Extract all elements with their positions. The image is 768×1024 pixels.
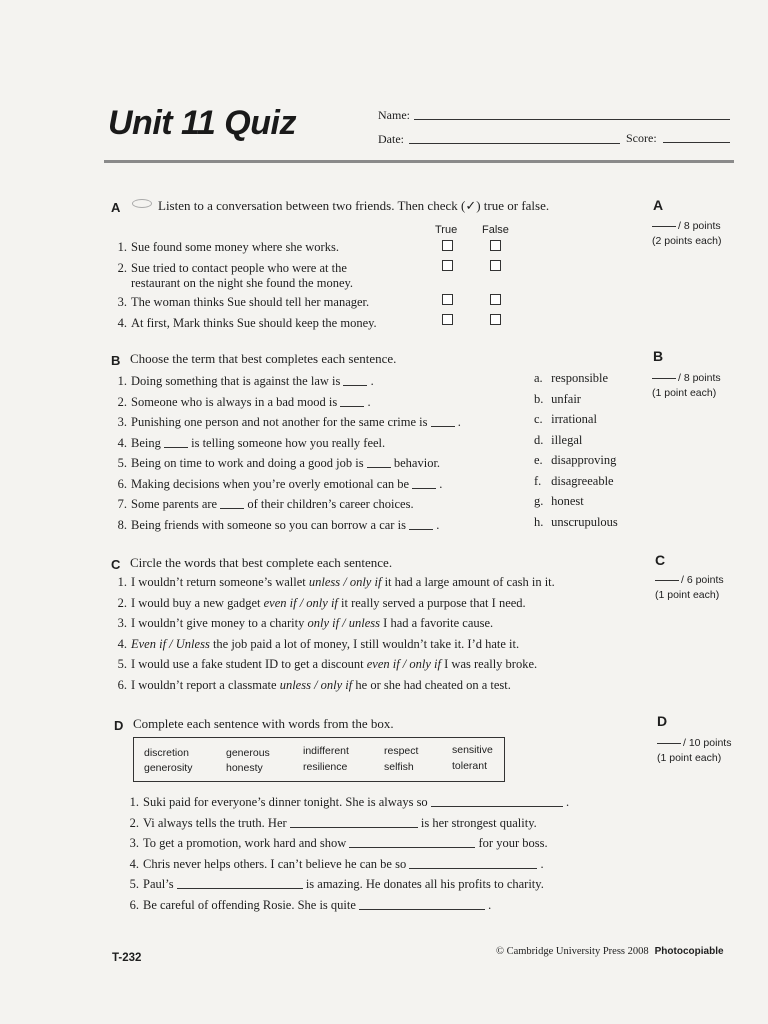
list-item: 4. Being is telling someone how you really feel. (117, 435, 386, 450)
section-c-items (113, 572, 555, 695)
true-checkbox-2[interactable] (442, 260, 453, 271)
false-checkbox-1[interactable] (490, 240, 501, 251)
false-column-header: False (482, 224, 509, 236)
list-item: 4. Even if / Unless the job paid a lot of money, I still wouldn’t take it. I’d hate it. (117, 636, 520, 651)
list-item: 5. Paul’s is amazing. He donates all his profits to charity. (129, 877, 544, 891)
section-a-points: / 8 points (2 points each) (652, 220, 722, 247)
choice-option[interactable]: even if / only if (263, 595, 338, 610)
section-d-letter: D (114, 718, 124, 733)
option-item: c. irrational (534, 412, 597, 426)
list-item: 3. To get a promotion, work hard and show for your boss. (129, 836, 548, 850)
word-box (133, 737, 505, 782)
list-item: 2. Vi always tells the truth. Her is her strongest quality. (129, 815, 537, 830)
word-box-word: tolerant (452, 760, 488, 772)
date-field[interactable] (409, 143, 620, 144)
list-item: 5. I would use a fake student ID to get a discount even if / only if I was really broke. (117, 657, 538, 671)
section-a-item: 4. At first, Mark thinks Sue should keep the money. (117, 316, 377, 330)
date-label: Date: (378, 132, 404, 146)
option-item: a. responsible (534, 371, 609, 385)
section-a-item-continued: restaurant on the night she found the money. (131, 276, 354, 290)
list-item: 5. Being on time to work and doing a good job is behavior. (117, 456, 441, 470)
choice-option[interactable]: only if / unless (307, 616, 381, 630)
word-box-word: discretion (144, 747, 189, 759)
section-c-points: / 6 points (1 point each) (655, 574, 724, 601)
word-box-word: selfish (384, 761, 414, 773)
option-item: d. illegal (534, 432, 583, 447)
true-checkbox-3[interactable] (442, 294, 453, 305)
word-box-word: resilience (303, 761, 348, 773)
section-a-instruction: Listen to a conversation between two friends. Then check (✓) true or false. (128, 198, 549, 214)
word-box-word: honesty (226, 762, 263, 774)
list-item: 2. Someone who is always in a bad mood is . (117, 394, 371, 409)
choice-option[interactable]: even if / only if (366, 657, 441, 671)
word-box-word: generous (226, 747, 270, 759)
false-checkbox-2[interactable] (490, 260, 501, 271)
true-column-header: True (435, 224, 458, 236)
quiz-title: Unit 11 Quiz (108, 104, 296, 142)
choice-option[interactable]: unless / only if (279, 677, 353, 692)
section-b-items (113, 371, 461, 535)
list-item: 3. Punishing one person and not another for the same crime is . (117, 415, 461, 429)
audio-cd-icon (132, 199, 152, 208)
option-item: e. disapproving (534, 453, 617, 467)
section-a-side-letter: A (653, 197, 664, 213)
section-a-item: 1. Sue found some money where she works. (117, 240, 339, 254)
answer-blank[interactable] (290, 817, 418, 828)
option-item: b. unfair (534, 391, 581, 406)
choice-option[interactable]: Even if / Unless (131, 636, 210, 651)
section-d-side-letter: D (657, 713, 668, 729)
list-item: 6. Be careful of offending Rosie. She is quite . (129, 897, 492, 912)
list-item: 1. Doing something that is against the law is . (117, 374, 374, 388)
header-rule (104, 160, 734, 163)
section-d-instruction: Complete each sentence with words from the box. (133, 716, 394, 731)
list-item: 4. Chris never helps others. I can’t believe he can be so . (129, 856, 544, 871)
answer-blank[interactable] (177, 878, 303, 889)
word-box-word: indifferent (303, 745, 349, 757)
photocopiable-label: Photocopiable (654, 946, 724, 957)
word-box-word: sensitive (452, 744, 493, 756)
false-checkbox-4[interactable] (490, 314, 501, 325)
choice-option[interactable]: unless / only if (308, 575, 382, 589)
option-item: f. disagreeable (534, 473, 614, 488)
section-b-points: / 8 points (1 point each) (652, 372, 721, 399)
answer-blank[interactable] (431, 796, 563, 807)
list-item: 1. Suki paid for everyone’s dinner tonight. She is always so . (129, 795, 570, 809)
score-label: Score: (626, 131, 657, 145)
section-b-instruction: Choose the term that best completes each sentence. (130, 351, 397, 366)
score-field[interactable] (663, 142, 730, 143)
answer-blank[interactable] (349, 837, 475, 848)
true-checkbox-1[interactable] (442, 240, 453, 251)
list-item: 1. I wouldn’t return someone’s wallet unless / only if it had a large amount of cash in it. (117, 575, 555, 589)
copyright-notice: © Cambridge University Press 2008 Photocopiable (496, 946, 724, 957)
section-b-letter: B (111, 353, 121, 368)
section-a-letter: A (111, 200, 121, 215)
word-box-word: respect (384, 745, 419, 757)
list-item: 6. I wouldn’t report a classmate unless / only if he or she had cheated on a test. (117, 677, 511, 692)
true-checkbox-4[interactable] (442, 314, 453, 325)
list-item: 7. Some parents are of their children’s career choices. (117, 497, 414, 511)
section-a-item: 3. The woman thinks Sue should tell her manager. (117, 295, 370, 309)
section-d-points: / 10 points (1 point each) (657, 737, 732, 764)
name-label: Name: (378, 108, 410, 122)
section-d-items (125, 792, 569, 915)
option-item: h. unscrupulous (534, 514, 618, 529)
name-field[interactable] (414, 119, 730, 120)
section-b-options (534, 368, 618, 532)
section-c-instruction: Circle the words that best complete each sentence. (130, 555, 393, 570)
section-b-side-letter: B (653, 348, 664, 364)
list-item: 3. I wouldn’t give money to a charity only if / unless I had a favorite cause. (117, 616, 494, 630)
section-a-item: 2. Sue tried to contact people who were at the (117, 261, 347, 275)
option-item: g. honest (534, 494, 584, 508)
section-c-side-letter: C (655, 552, 666, 568)
section-c-letter: C (111, 557, 121, 572)
word-box-word: generosity (144, 762, 193, 774)
answer-blank[interactable] (359, 899, 485, 910)
list-item: 2. I would buy a new gadget even if / only if it really served a purpose that I need. (117, 595, 526, 610)
false-checkbox-3[interactable] (490, 294, 501, 305)
list-item: 8. Being friends with someone so you can borrow a car is . (117, 517, 440, 532)
answer-blank[interactable] (409, 858, 537, 869)
list-item: 6. Making decisions when you’re overly emotional can be . (117, 476, 443, 491)
page-number: T-232 (112, 952, 142, 964)
